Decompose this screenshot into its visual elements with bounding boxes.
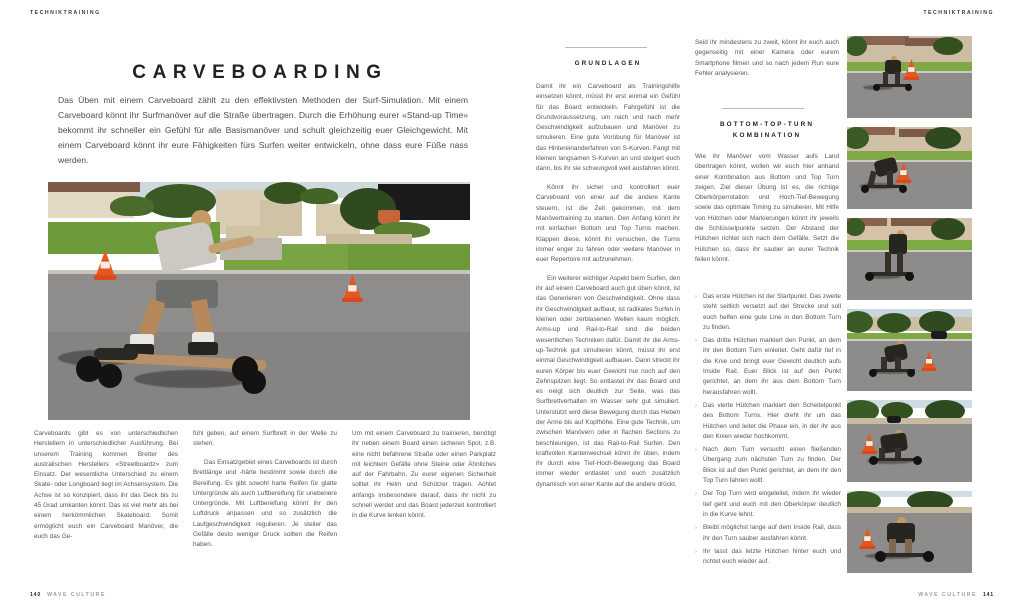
running-head-right: TECHNIKTRAINING	[923, 10, 994, 16]
paragraph: Das Einsatzgebiet eines Carveboards ist durch Brettlänge und -härte bestimmt sowie durch die Bereifung. Es gibt sowohl harte Reifen für glatte Untergründe als auch Luftbereifung für unebenere Untergründe. Mit Luftbereifung könnt ihr den Luftdruck anpassen und so zusätzlich die Laufgeschwindigkeit regulieren. Je steiler das Gefälle desto weniger Druck sollten die Reifen haben.	[193, 458, 337, 549]
section-heading-bottom-top-turn: BOTTOM-TOP-TURN KOMBINATION	[719, 121, 815, 139]
body-column-bttk-intro	[695, 38, 839, 79]
bullet-marker-icon: ›	[695, 338, 697, 345]
paragraph: Um mit einem Carveboard zu trainieren, benötigt ihr neben einem Board einen sicheren Spot, z.B. eine nicht befahrene Straße oder einen Parkplatz mit leichtem Gefälle ohne Steine oder Ähnliches auf der Fahrbahn. Zu eurer eigenen Sicherheit solltet ihr Helm und Schützer tragen. Achtet anfangs insbesondere darauf, dass ihr nicht zu schnell werdet und das Board jederzeit kontrolliert in die Kurve lenken könnt.	[352, 430, 496, 520]
page-number-left: 140	[30, 592, 42, 598]
bullet-marker-icon: ›	[695, 548, 697, 555]
bullet-list-bottom-top-turn	[695, 292, 841, 570]
hero-photo	[48, 182, 470, 420]
bullet-marker-icon: ›	[695, 491, 697, 498]
page-number-right: 141	[982, 592, 994, 598]
body-column-grundlagen	[536, 82, 680, 490]
paragraph: Seid ihr mindestens zu zweit, könnt ihr euch auch gegenseitig mit einer Kamera oder eurem Smartphone filmen und so nach jedem Run eure Fehler analysieren.	[695, 39, 839, 77]
list-item-text: Bleibt möglichst lange auf dem Inside Rail, dass ihr den Turn sauber ausfahren könnt.	[703, 524, 841, 542]
intro-paragraph: Das Üben mit einem Carveboard zählt zu den effektivsten Methoden der Surf-Simulation. Mit einem Carveboard könnt ihr Surfmanöver auf die Straße übertragen. Durch die Erhöhung eurer «Stand-up Time» bekommt ihr schneller ein Gefühl für alle Basismanöver und schult gleichzeitig euer Gleichgewicht. Mit einem Carveboard könnt ihr eure Fähigkeiten fürs Surfen weiter entwickeln, ohne dass eure Füße nass werden.	[58, 95, 468, 166]
body-column-c	[352, 429, 496, 522]
paragraph: Könnt ihr sicher und kontrolliert euer Carveboard von einer auf die andere Kante steuern, ist die Zeit gekommen, mit dem Manövertraining zu starten. Den Anfang könnt ihr mit einfachen Bottom und Top Turns machen. Klappen diese, könnt ihr versuchen, die Turns immer enger zu fahren oder weitere Manöver in euer Repertoire mit aufzunehmen.	[536, 184, 680, 264]
folio-left	[30, 592, 106, 598]
list-item-text: Der Top Turn wird eingeleitet, indem ihr wieder tief geht und euch mit den Oberkörper deutlich in die Kurve lehnt.	[703, 490, 841, 518]
bullet-marker-icon: ›	[695, 447, 697, 454]
photo-rider-front-view-carve	[847, 491, 972, 573]
bullet-marker-icon: ›	[695, 294, 697, 300]
magazine-name-right: WAVE CULTURE	[918, 592, 977, 598]
list-item	[695, 523, 841, 544]
photo-rider-bottom-turn	[847, 309, 972, 391]
section-heading-grundlagen: GRUNDLAGEN	[574, 60, 642, 67]
bullet-marker-icon: ›	[695, 525, 697, 532]
page-title: CARVEBOARDING	[132, 62, 388, 83]
list-item-text: Nach dem Turn versucht einen fließenden Übergang zum nächsten Turn zu finden. Der Blick ist auf den Punkt gerichtet, an dem ihr den Top Turn fahren wollt.	[703, 446, 841, 485]
list-item	[695, 292, 841, 333]
list-item	[695, 489, 841, 520]
hero-photo-canvas	[48, 182, 470, 420]
paragraph: Ein weiterer wichtiger Aspekt beim Surfen, den ihr auf einem Carveboard auch gut üben könnt, ist das Generieren von Geschwindigkeit. Ohne dass ihr Geschwindigkeit aufbaut, ist radikales Surfen in kleinen oder zerblasenen Wellen kaum möglich. Arms-up und Rail-to-Rail sind die beiden wesentlichen Techniken dafür. Damit ihr die Arms-up-Technik gut simulieren könnt, müsst ihr erst einmal Geschwindigkeit aufbauen. Dann streckt ihr euren Körper bis euer Gewicht nur noch auf den Zehnspitzen liegt. So entlastet ihr das Board und es neigt sich deutlich zur Seite, was das Surfbrettverhalten im Wasser sehr gut simuliert. Unterstützt wird diese Bewegung durch das Heben der Arme bis auf Kopfhöhe. Eine gute Technik, um zwischen Manövern oder in flachen Sections zu beschleunigen, ist das Rail-to-Rail Surfen. Den kraftvollen Kantenwechsel könnt ihr üben, indem ihr durch eine Tief-Hoch-Bewegung das Board immer wieder entlastet und euch zusätzlich dynamisch von einer Kante auf die andere drückt.	[536, 274, 680, 488]
bullet-marker-icon: ›	[695, 402, 697, 409]
list-item-text: Das erste Hütchen ist der Startpunkt. Das zweite steht seitlich versetzt auf der Strecke und soll euch helfen eine gute Line in den Bottom Turn zu finden.	[703, 293, 841, 331]
section-rule-grundlagen	[565, 47, 647, 48]
paragraph: fühl geben, auf einem Surfbrett in der Welle zu stehen.	[193, 430, 337, 448]
paragraph: Damit ihr ein Carveboard als Trainingshilfe einsetzen könnt, müsst ihr erst einmal ein Gefühl für das Board entwickeln. Fahrgefühl ist die Grundvoraussetzung, um nach und nach mehr Geschwindigkeit aufzubauen und Manöver zu simulieren. Eine gute Vorübung für Manöver ist das Hintereinanderfahren von S-Kurven. Fangt mit kleinen langsamen S-Kurven an und steigert euch dann, bis ihr sie schwungvoll weit ausfahren könnt.	[536, 83, 680, 173]
photo-rider-low-carve	[847, 400, 972, 482]
photo-rider-approaching-cone	[847, 36, 972, 118]
section-rule-bottom-top-turn	[722, 108, 804, 109]
list-item-text: Das dritte Hütchen markiert den Punkt, an dem ihr den Bottom Turn einleitet. Geht dafür tief in die Knie und bringt euer Gewicht deutlich aufs Inside Rail. Euer Blick ist auf den Punkt gerichtet, an dem ihr aus dem Bottom Turn herausfahren wollt.	[703, 337, 841, 396]
paragraph: Wie ihr Manöver vom Wasser aufs Land übertragen könnt, wollen wir euch hier anhand einer Kombination aus Bottom und Top Turn zeigen. Ziel dieser Übung ist es, die richtige Oberkörperrotation und Hoch-Tief-Bewegung sowie das optimale Timing zu simulieren. Mit Hilfe von Hütchen oder Markierungen könnt ihr jeweils die Schlüsselpunkte setzen. Der Abstand der Hütchen richtet sich nach dem Gefälle. Setzt die Hütchen so, dass ihr sauber an eurer Technik feilen könnt.	[695, 153, 839, 263]
list-item	[695, 445, 841, 486]
list-item	[695, 336, 841, 398]
photo-rider-crouched-at-cone	[847, 127, 972, 209]
magazine-name-left: WAVE CULTURE	[47, 592, 106, 598]
photo-rider-standing-on-board	[847, 218, 972, 300]
paragraph: Carveboards gibt es von unterschiedlichen Herstellern in unterschiedlicher Ausführung. Bei unserem Training kommen Bretter des australischen Herstellers «Streetboardz» zum Einsatz. Der wesentliche Unterschied zu einem Skate- oder Longboard liegt im Achsensystem. Die Achse ist so konzipiert, dass ihr das Deck bis zu 45 Grad umkanten könnt. Das ist viel mehr als bei einem herkömmlichen Skateboard. Somit ermöglicht euch ein Carveboard Manöver, die euch das Ge-	[34, 430, 178, 540]
body-column-bttk	[695, 152, 839, 265]
running-head-left: TECHNIKTRAINING	[30, 10, 101, 16]
list-item	[695, 547, 841, 568]
list-item	[695, 401, 841, 442]
list-item-text: Ihr lasst das letzte Hütchen hinter euch und richtet euch wieder auf.	[703, 547, 841, 566]
list-item-text: Das vierte Hütchen markiert den Scheitelpunkt des Bottom Turns. Hier dreht ihr um das Hütchen und leitet die Phase ein, in der ihr aus den Knien wieder hochkommt.	[703, 401, 841, 440]
body-column-a	[34, 429, 178, 542]
body-column-b	[193, 429, 337, 551]
folio-right	[918, 592, 994, 598]
